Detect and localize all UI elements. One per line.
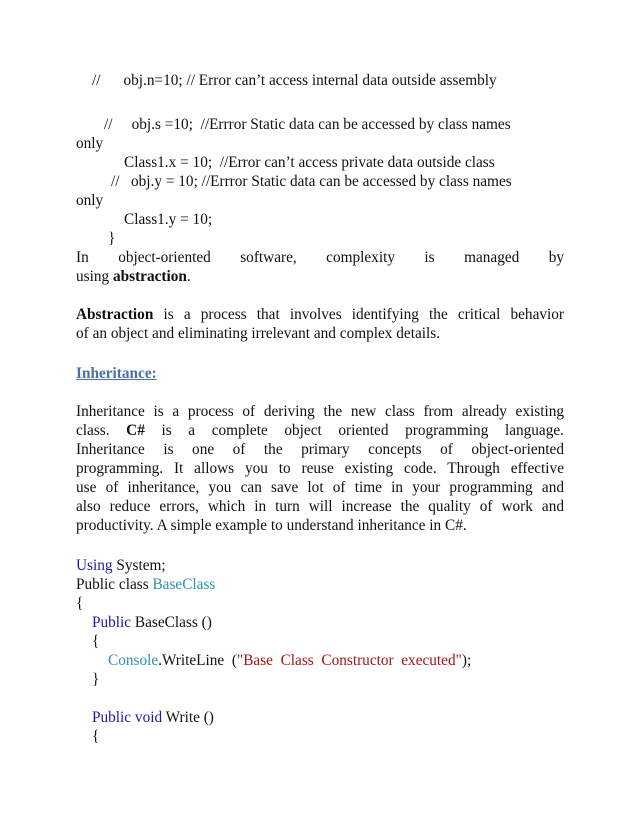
text: System; <box>112 557 166 574</box>
paragraph-abstraction-definition-line1 <box>76 305 564 325</box>
code-line-brace: { <box>92 633 100 650</box>
code-line: Class1.x = 10; //Error can’t access private data outside class <box>124 154 495 171</box>
text: using <box>76 268 113 285</box>
word: managed <box>464 249 520 266</box>
word: In <box>76 249 89 266</box>
code-line: // obj.n=10; // Error can’t access internal data outside assembly <box>92 72 497 89</box>
text: class. <box>76 422 110 439</box>
code-line-wrap: only <box>76 135 104 152</box>
code-line-ctor <box>92 613 212 633</box>
word: software, <box>240 249 297 266</box>
paragraph-line: also reduce errors, which in turn will increase the quality of work and <box>76 498 564 515</box>
code-line: Class1.y = 10; <box>124 211 213 228</box>
word: object-oriented <box>118 249 211 266</box>
keyword: Using <box>76 557 113 574</box>
paragraph-line <box>76 421 564 441</box>
paragraph-abstraction-intro-line2 <box>76 267 191 287</box>
code-line-writeline <box>108 651 471 671</box>
text: Write () <box>162 709 214 726</box>
section-heading-inheritance: Inheritance: <box>76 365 157 382</box>
text: ); <box>461 652 472 669</box>
word: complexity <box>326 249 395 266</box>
code-line-write-method <box>92 708 214 728</box>
code-line-using <box>76 556 166 576</box>
paragraph-abstraction-definition-line2: of an object and eliminating irrelevant and complex details. <box>76 325 441 342</box>
keyword: Public class <box>76 576 149 593</box>
bold-term: abstraction <box>112 268 187 285</box>
paragraph-line: productivity. A simple example to understand inheritance in C#. <box>76 517 467 534</box>
code-line-class-decl <box>76 575 215 595</box>
text: . <box>186 268 191 285</box>
class-name: Console <box>108 652 159 669</box>
text: is a complete object oriented programming language. <box>161 422 564 439</box>
word: by <box>548 249 565 266</box>
code-line-brace: } <box>92 671 100 688</box>
text: is a process that involves identifying the critical behavior <box>153 306 564 323</box>
code-line-brace: { <box>92 728 100 745</box>
paragraph-line: programming. It allows you to reuse existing code. Through effective <box>76 460 564 477</box>
paragraph-line: Inheritance is a process of deriving the new class from already existing <box>76 403 564 420</box>
code-line: // obj.s =10; //Errror Static data can be accessed by class names <box>104 116 511 133</box>
keyword: Public <box>92 614 132 631</box>
code-line-wrap: only <box>76 192 104 209</box>
paragraph-line: Inheritance is one of the primary concepts of object-oriented <box>76 441 564 458</box>
keyword: Public void <box>92 709 163 726</box>
word: is <box>424 249 435 266</box>
code-line-brace: { <box>76 595 84 612</box>
class-name: BaseClass <box>152 576 216 593</box>
string-literal: "Base Class Constructor executed" <box>236 652 462 669</box>
text: BaseClass () <box>131 614 212 631</box>
code-line: // obj.y = 10; //Errror Static data can be accessed by class names <box>111 173 512 190</box>
text: .WriteLine ( <box>158 652 237 669</box>
bold-term: C# <box>126 422 145 439</box>
paragraph-line: use of inheritance, you can save lot of time in your programming and <box>76 479 564 496</box>
code-line: } <box>108 230 116 247</box>
bold-term: Abstraction <box>76 306 154 323</box>
paragraph-abstraction-intro-line1 <box>76 248 564 268</box>
